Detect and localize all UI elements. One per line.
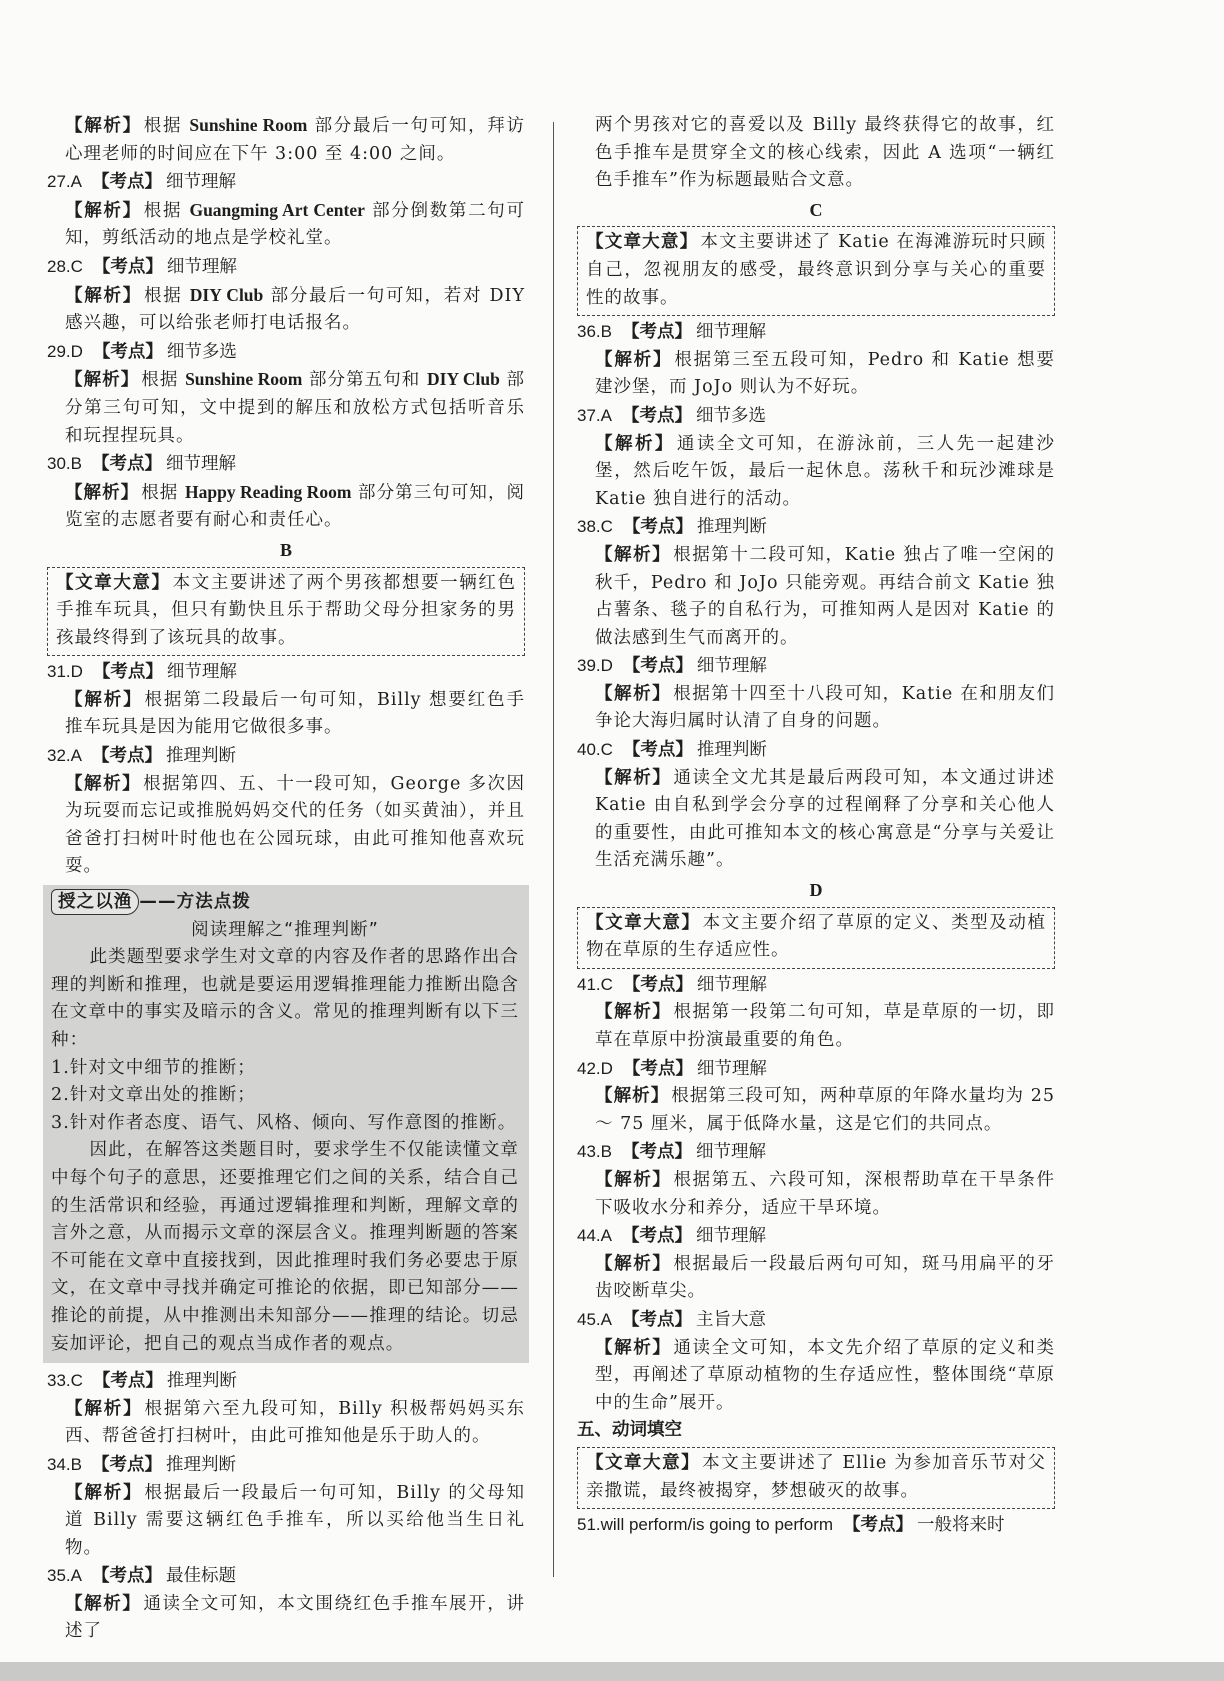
question-category: 细节理解	[165, 172, 236, 193]
analysis-text: Sunshine Room	[189, 115, 308, 135]
summary-label: 【文章大意】	[586, 232, 699, 253]
analysis-text: 根据第三段可知，两种草原的年降水量均为 25 ～ 75 厘米，属于低降水量，这是它们的共同点。	[595, 1086, 1055, 1134]
jiexi-label: 【解析】	[595, 1169, 672, 1190]
answer-number: 32.A	[47, 746, 82, 766]
analysis-text: DIY Club	[427, 369, 500, 390]
question-header	[47, 338, 525, 367]
answer-number: 36.B	[577, 322, 612, 342]
analysis-text: 根据第四、五、十一段可知，George 多次因为玩耍而忘记或推脱妈妈交代的任务（如买黄油），并且爸爸打扫树叶时他也在公园玩球，由此可推知他喜欢玩耍。	[65, 773, 526, 877]
scan-edge	[0, 1662, 1224, 1681]
tip-header	[51, 889, 519, 917]
summary-label: 【文章大意】	[56, 572, 171, 593]
analysis-paragraph	[577, 1167, 1055, 1222]
kaodian-label: 【考点】	[92, 256, 163, 277]
jiexi-label: 【解析】	[595, 349, 673, 370]
passage-summary-box	[577, 226, 1055, 316]
answer-number: 35.A	[47, 1566, 82, 1586]
kaodian-label: 【考点】	[843, 1515, 914, 1536]
question-category: 细节理解	[166, 662, 237, 683]
passage-section-letter: B	[279, 539, 292, 560]
analysis-text: 部分第五句和	[302, 370, 427, 391]
answer-number: 33.C	[47, 1371, 83, 1391]
question-category: 主旨大意	[695, 1309, 766, 1330]
question-category: 细节理解	[696, 1058, 767, 1079]
kaodian-label: 【考点】	[621, 322, 692, 343]
section-heading: 五、动词填空	[577, 1420, 682, 1441]
question-category: 推理判断	[696, 517, 767, 538]
question-header	[47, 253, 525, 282]
jiexi-label: 【解析】	[65, 773, 142, 794]
question-header	[577, 1511, 1055, 1540]
analysis-text: 部分最后一句可知，若对 DIY 感兴趣，可以给张老师打电话报名。	[65, 285, 526, 334]
analysis-paragraph	[47, 687, 525, 742]
tip-paragraph: 此类题型要求学生对文章的内容及作者的思路作出合理的判断和推理，也就是要运用逻辑推理能力推断出隐含在文章中的事实及暗示的含义。常见的推理判断有以下三种：	[51, 947, 519, 1050]
question-category: 推理判断	[165, 1454, 236, 1475]
question-category: 细节理解	[695, 1226, 766, 1247]
kaodian-label: 【考点】	[92, 1371, 163, 1392]
question-header	[47, 658, 525, 687]
answer-number: 41.C	[577, 974, 613, 994]
tip-paragraph: 因此，在解答这类题目时，要求学生不仅能读懂文章中每个句子的意思，还要推理它们之间的关系，结合自己的生活常识和经验，再通过逻辑推理和判断，理解文章的言外之意，从而揭示文章的深层含义。推理判断题的答案不可能在文章中直接找到，因此推理时我们务必要忠于原文，在文章中寻找并确定可推论的依据，即已知部分——推论的前提，从中推测出未知部分——推理的结论。切忌妄加评论，把自己的观点当成作者的观点。	[51, 1140, 519, 1354]
question-header	[577, 971, 1055, 1000]
analysis-paragraph	[47, 771, 525, 881]
jiexi-label: 【解析】	[65, 689, 143, 710]
analysis-text: 根据	[141, 482, 185, 503]
passage-section-letter: D	[809, 880, 823, 901]
analysis-text: 根据	[143, 200, 190, 221]
analysis-text: 根据最后一段最后两句可知，斑马用扁平的牙齿咬断草尖。	[595, 1253, 1056, 1302]
question-header	[577, 402, 1055, 431]
tip-title: 阅读理解之“推理判断”	[191, 919, 379, 940]
analysis-text: 根据第二段最后一句可知，Billy 想要红色手推车玩具是因为能用它做很多事。	[65, 689, 526, 738]
passage-summary-box	[577, 1447, 1055, 1509]
analysis-text: Happy Reading Room	[185, 481, 352, 502]
analysis-text: 根据第五、六段可知，深根帮助草在干旱条件下吸收水分和养分，适应干旱环境。	[595, 1169, 1056, 1218]
question-header	[577, 1222, 1055, 1251]
answer-number: 38.C	[577, 517, 613, 537]
jiexi-label: 【解析】	[65, 1593, 142, 1614]
tip-paragraph: 2.针对文章出处的推断；	[51, 1085, 256, 1106]
analysis-paragraph	[577, 1251, 1055, 1306]
analysis-text: 根据最后一段最后一句可知，Billy 的父母知道 Billy 需要这辆红色手推车，所以买给他当生日礼物。	[65, 1482, 526, 1558]
question-category: 细节理解	[695, 322, 766, 343]
analysis-paragraph	[577, 1335, 1055, 1418]
answer-number: 43.B	[577, 1142, 612, 1162]
question-header	[47, 742, 525, 771]
answer-number: 37.A	[577, 405, 612, 425]
summary-text: 本文主要讲述了两个男孩都想要一辆红色手推车玩具，但只有勤快且乐于帮助父母分担家务的男孩最终得到了该玩具的故事。	[56, 572, 517, 648]
question-header	[47, 168, 525, 197]
analysis-text: 通读全文尤其是最后两段可知，本文通过讲述 Katie 由自私到学会分享的过程阐释了分享和关心他人的重要性，由此可推知本文的核心寓意是“分享与关爱让生活充满乐趣”。	[595, 767, 1056, 871]
jiexi-label: 【解析】	[595, 433, 675, 454]
question-header	[47, 1562, 525, 1591]
answer-number: 44.A	[577, 1226, 612, 1246]
question-category: 推理判断	[696, 740, 767, 761]
jiexi-label: 【解析】	[595, 767, 672, 788]
tip-paragraph: 3.针对作者态度、语气、风格、倾向、写作意图的推断。	[51, 1112, 517, 1133]
summary-label: 【文章大意】	[586, 912, 701, 933]
kaodian-label: 【考点】	[92, 341, 163, 362]
analysis-text: 根据第一段第二句可知，草是草原的一切，即草在草原中扮演最重要的角色。	[595, 1002, 1056, 1050]
jiexi-label: 【解析】	[595, 1337, 672, 1358]
jiexi-label: 【解析】	[65, 482, 140, 503]
question-header	[47, 450, 525, 479]
kaodian-label: 【考点】	[621, 405, 692, 426]
answer-number: 34.B	[47, 1454, 82, 1474]
jiexi-label: 【解析】	[65, 116, 142, 136]
kaodian-label: 【考点】	[91, 1566, 162, 1587]
analysis-text: 部分第三句可知，文中提到的解压和放松方式包括听音乐和玩捏捏玩具。	[65, 370, 525, 446]
analysis-text: DIY Club	[189, 284, 264, 305]
analysis-paragraph	[577, 999, 1055, 1054]
question-category: 细节理解	[165, 454, 236, 475]
analysis-paragraph	[577, 765, 1055, 875]
analysis-text: 通读全文可知，在游泳前，三人先一起建沙堡，然后吃午饭，最后一起休息。荡秋千和玩沙滩球是 Katie 独自进行的活动。	[595, 433, 1056, 509]
analysis-text: Sunshine Room	[185, 369, 303, 390]
analysis-paragraph	[47, 1480, 525, 1563]
answer-number: 45.A	[577, 1309, 612, 1329]
kaodian-label: 【考点】	[622, 974, 693, 995]
answer-number: 28.C	[47, 256, 83, 276]
analysis-paragraph	[47, 1591, 525, 1646]
analysis-paragraph	[47, 366, 525, 450]
method-tip-box	[43, 885, 529, 1363]
analysis-paragraph	[47, 112, 525, 168]
kaodian-label: 【考点】	[91, 1454, 162, 1475]
answer-number: 40.C	[577, 740, 613, 760]
summary-text: 本文主要介绍了草原的定义、类型及动植物在草原的生存适应性。	[586, 912, 1047, 961]
summary-label: 【文章大意】	[586, 1452, 701, 1473]
question-category: 细节理解	[166, 256, 237, 277]
question-header	[577, 513, 1055, 542]
analysis-text: 根据第三至五段可知，Pedro 和 Katie 想要建沙堡，而 JoJo 则认为不好玩。	[595, 349, 1055, 398]
jiexi-label: 【解析】	[595, 1086, 670, 1107]
analysis-paragraph	[577, 681, 1055, 736]
passage-summary-box	[577, 907, 1055, 969]
kaodian-label: 【考点】	[622, 740, 693, 761]
column-divider	[553, 122, 554, 1577]
analysis-text: Guangming Art Center	[189, 199, 365, 220]
question-header	[577, 318, 1055, 347]
question-header	[47, 1367, 525, 1396]
kaodian-label: 【考点】	[91, 172, 162, 193]
question-category: 细节理解	[696, 656, 767, 677]
answer-number: 27.A	[47, 172, 82, 192]
analysis-text: 通读全文可知，本文围绕红色手推车展开，讲述了	[65, 1593, 526, 1642]
analysis-text: 根据第六至九段可知，Billy 积极帮妈妈买东西、帮爸爸打扫树叶，由此可推知他是乐于助人的。	[65, 1398, 526, 1447]
tip-paragraph: 1.针对文中细节的推断；	[51, 1057, 256, 1078]
analysis-paragraph	[47, 197, 525, 253]
question-category: 一般将来时	[917, 1515, 1005, 1536]
jiexi-label: 【解析】	[595, 683, 672, 704]
jiexi-label: 【解析】	[65, 285, 142, 306]
analysis-text: 根据第十四至十八段可知，Katie 在和朋友们争论大海归属时认清了自身的问题。	[595, 683, 1056, 732]
jiexi-label: 【解析】	[595, 544, 672, 565]
jiexi-label: 【解析】	[65, 370, 140, 391]
question-category: 推理判断	[166, 1371, 237, 1392]
analysis-paragraph	[47, 282, 525, 338]
analysis-text: 根据	[141, 370, 186, 391]
analysis-paragraph	[577, 1083, 1055, 1138]
analysis-paragraph	[577, 347, 1055, 402]
analysis-paragraph	[47, 479, 525, 535]
analysis-text: 部分最后一句可知，拜访心理老师的时间应在下午 3:00 至 4:00 之间。	[65, 116, 525, 164]
question-category: 推理判断	[165, 746, 236, 767]
summary-text: 本文主要讲述了 Ellie 为参加音乐节对父亲撒谎，最终被揭穿，梦想破灭的故事。	[586, 1452, 1047, 1501]
question-category: 细节多选	[166, 341, 237, 362]
question-category: 细节理解	[696, 974, 767, 995]
analysis-text: 通读全文可知，本文先介绍了草原的定义和类型，再阐述了草原动植物的生存适应性，整体围绕“草原中的生命”展开。	[595, 1337, 1056, 1413]
analysis-text: 部分倒数第二句可知，剪纸活动的地点是学校礼堂。	[65, 200, 526, 249]
kaodian-label: 【考点】	[92, 662, 163, 683]
answer-number: 29.D	[47, 341, 83, 361]
kaodian-label: 【考点】	[91, 746, 162, 767]
analysis-text: 部分第三句可知，阅览室的志愿者要有耐心和责任心。	[65, 482, 526, 531]
question-header	[47, 1451, 525, 1480]
jiexi-label: 【解析】	[595, 1002, 672, 1023]
kaodian-label: 【考点】	[622, 656, 693, 677]
right-column	[577, 112, 1055, 1540]
kaodian-label: 【考点】	[622, 517, 693, 538]
question-header	[577, 736, 1055, 765]
analysis-paragraph	[577, 542, 1055, 652]
analysis-paragraph	[47, 1396, 525, 1451]
jiexi-label: 【解析】	[65, 200, 142, 221]
question-header	[577, 1138, 1055, 1167]
tip-subtitle: ——方法点拨	[139, 892, 252, 913]
kaodian-label: 【考点】	[621, 1309, 692, 1330]
question-header	[577, 1306, 1055, 1335]
kaodian-label: 【考点】	[621, 1226, 692, 1247]
kaodian-label: 【考点】	[621, 1142, 692, 1163]
answer-number: 39.D	[577, 656, 613, 676]
question-header	[577, 652, 1055, 681]
passage-section-letter: C	[809, 199, 823, 220]
jiexi-label: 【解析】	[595, 1253, 672, 1274]
tip-badge: 授之以渔	[51, 889, 139, 915]
analysis-text: 根据第十二段可知，Katie 独占了唯一空闲的秋千，Pedro 和 JoJo 只能旁观。再结合前文 Katie 独占薯条、毯子的自私行为，可推知两人是因对 Katie 的做法感到生气而离开的。	[595, 544, 1056, 648]
analysis-text: 根据	[143, 116, 190, 136]
answer-number: 51.will perform/is going to perform	[577, 1515, 834, 1535]
answer-number: 31.D	[47, 662, 83, 682]
question-category: 最佳标题	[165, 1566, 236, 1587]
question-header	[577, 1055, 1055, 1084]
analysis-continuation: 两个男孩对它的喜爱以及 Billy 最终获得它的故事，红色手推车是贯穿全文的核心线索，因此 A 选项“一辆红色手推车”作为标题最贴合文意。	[595, 115, 1055, 191]
jiexi-label: 【解析】	[65, 1398, 143, 1419]
passage-summary-box	[47, 567, 525, 657]
question-category: 细节多选	[695, 405, 766, 426]
analysis-text: 根据	[143, 285, 190, 306]
kaodian-label: 【考点】	[622, 1058, 693, 1079]
answer-number: 42.D	[577, 1058, 613, 1078]
question-category: 细节理解	[695, 1142, 766, 1163]
left-column	[47, 112, 525, 1646]
jiexi-label: 【解析】	[65, 1482, 143, 1503]
summary-text: 本文主要讲述了 Katie 在海滩游玩时只顾自己，忽视朋友的感受，最终意识到分享与关心的重要性的故事。	[586, 232, 1047, 308]
analysis-paragraph	[577, 431, 1055, 514]
kaodian-label: 【考点】	[91, 454, 162, 475]
answer-number: 30.B	[47, 454, 82, 474]
